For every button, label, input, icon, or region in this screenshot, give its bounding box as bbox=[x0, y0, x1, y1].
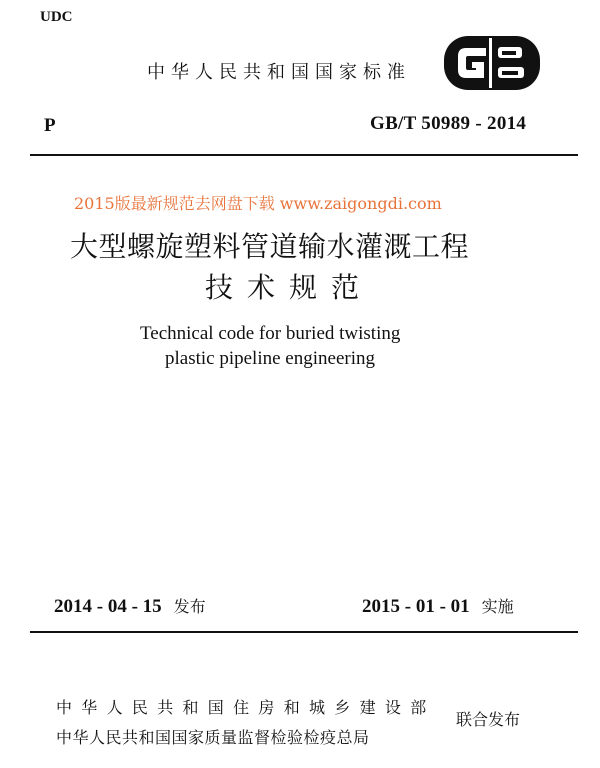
title-english-line1: Technical code for buried twisting bbox=[140, 323, 401, 344]
classification-code: P bbox=[44, 115, 56, 136]
issuer-ministry-housing: 中华人民共和国住房和城乡建设部 bbox=[56, 698, 436, 717]
implement-date-value: 2015 - 01 - 01 bbox=[362, 596, 470, 617]
title-chinese-line1: 大型螺旋塑料管道输水灌溉工程 bbox=[70, 230, 470, 263]
issue-date bbox=[54, 594, 206, 618]
issue-label: 发布 bbox=[173, 597, 206, 616]
top-divider bbox=[30, 154, 578, 156]
joint-issue-label: 联合发布 bbox=[456, 710, 521, 729]
title-english-line2: plastic pipeline engineering bbox=[165, 348, 375, 369]
implement-label: 实施 bbox=[481, 597, 514, 616]
gb-logo-icon bbox=[442, 34, 542, 92]
watermark-link[interactable]: 2015版最新规范去网盘下载 www.zaigongdi.com bbox=[74, 194, 442, 213]
implement-date bbox=[362, 594, 514, 618]
issuer-aqsiq: 中华人民共和国国家质量监督检验检疫总局 bbox=[56, 728, 370, 747]
title-chinese-line2: 技术规范 bbox=[205, 271, 374, 304]
standard-type: 中华人民共和国国家标准 bbox=[147, 62, 411, 83]
udc-label: UDC bbox=[40, 9, 73, 25]
standard-number: GB/T 50989 - 2014 bbox=[370, 113, 527, 134]
bottom-divider bbox=[30, 631, 578, 633]
issue-date-value: 2014 - 04 - 15 bbox=[54, 596, 162, 617]
issuers-list bbox=[56, 693, 436, 753]
